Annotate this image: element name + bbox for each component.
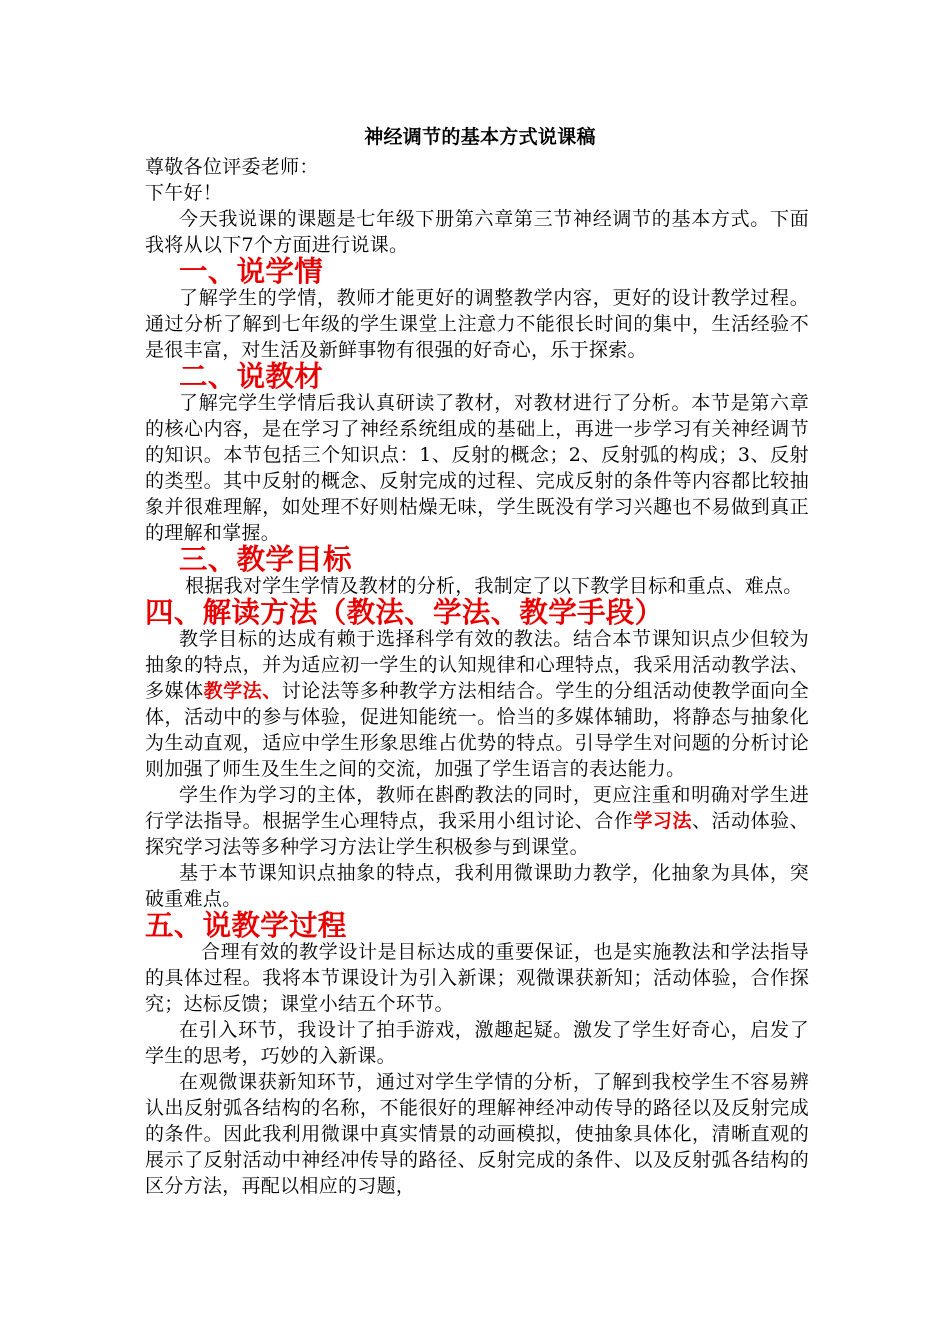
intro-paragraph: 今天我说课的课题是七年级下册第六章第三节神经调节的基本方式。下面我将从以下7个方面进行说课。 xyxy=(145,208,809,256)
methods-text-part: 、活动体验、探究学习法等多种学习方法让学生积极参与到课堂。 xyxy=(145,810,809,858)
process-paragraph-microlesson: 在观微课获新知环节，通过对学生学情的分析，了解到我校学生不容易辨认出反射弧各结构的名称，不能很好的理解神经冲动传导的路径以及反射完成的条件。因此我利用微课中真实情景的动画模拟，使抽象具体化，清晰直观的展示了反射活动中神经冲传导的路径、反射完成的条件、以及反射弧各结构的区分方法，再配以相应的习题， xyxy=(145,1071,809,1197)
methods-paragraph-teaching xyxy=(145,626,809,782)
process-paragraph-design: 合理有效的教学设计是目标达成的重要保证，也是实施教法和学法指导的具体过程。我将本节课设计为引入新课；观微课获新知；活动体验，合作探究；达标反馈；课堂小结五个环节。 xyxy=(145,941,809,1015)
process-paragraph-intro: 在引入环节，我设计了拍手游戏，激趣起疑。激发了学生好奇心，启发了学生的思考，巧妙的入新课。 xyxy=(145,1019,809,1067)
section-heading-textbook: 二、说教材 xyxy=(179,360,324,393)
section-heading-teaching-process: 五、说教学过程 xyxy=(145,909,347,942)
document-title: 神经调节的基本方式说课稿 xyxy=(364,126,596,148)
highlight-teaching-method: 教学法、 xyxy=(203,680,282,702)
textbook-paragraph: 了解完学生学情后我认真研读了教材，对教材进行了分析。本节是第六章的核心内容，是在学习了神经系统组成的基础上，再进一步学习有关神经调节的知识。本节包括三个知识点：1、反射的概念；2、反射弧的构成；3、反射的类型。其中反射的概念、反射完成的过程、完成反射的条件等内容都比较抽象并很难理解，如处理不好则枯燥无味，学生既没有学习兴趣也不易做到真正的理解和掌握。 xyxy=(145,392,809,544)
greeting: 尊敬各位评委老师： xyxy=(145,156,319,178)
learner-analysis-paragraph: 了解学生的学情，教师才能更好的调整教学内容，更好的设计教学过程。通过分析了解到七年级的学生课堂上注意力不能很长时间的集中，生活经验不是很丰富，对生活及新鲜事物有很强的好奇心，乐于探索。 xyxy=(145,287,809,361)
document-content xyxy=(145,120,809,1199)
methods-text-part: 教学目标的达成有赖于选择科学有效的教法。结合本节课知识点少但较为抽象的特点，并为适应初一学生的认知规律和心理特点，我采用活动教学法、多媒体 xyxy=(145,628,809,702)
methods-paragraph-learning xyxy=(145,782,809,860)
section-heading-learner-analysis: 一、说学情 xyxy=(179,255,324,288)
hello: 下午好！ xyxy=(145,182,223,204)
highlight-learning-method: 学习法 xyxy=(633,810,692,832)
section-heading-teaching-goals: 三、教学目标 xyxy=(179,543,352,576)
teaching-goals-paragraph: 根据我对学生学情及教材的分析，我制定了以下教学目标和重点、难点。 xyxy=(185,575,803,597)
methods-text-part: 讨论法等多种教学方法相结合。学生的分组活动使教学面向全体，活动中的参与体验，促进知能统一。恰当的多媒体辅助，将静态与抽象化为生动直观，适应中学生形象思维占优势的特点。引导学生对问题的分析讨论则加强了师生及生生之间的交流，加强了学生语言的表达能力。 xyxy=(145,680,809,780)
section-heading-methods: 四、解读方法（教法、学法、教学手段） xyxy=(145,596,664,629)
methods-text-part: 学生作为学习的主体，教师在斟酌教法的同时，更应注重和明确对学生进行学法指导。根据学生心理特点，我采用小组讨论、合作 xyxy=(145,784,809,832)
methods-paragraph-microlesson: 基于本节课知识点抽象的特点，我利用微课助力教学，化抽象为具体，突破重难点。 xyxy=(145,862,809,910)
